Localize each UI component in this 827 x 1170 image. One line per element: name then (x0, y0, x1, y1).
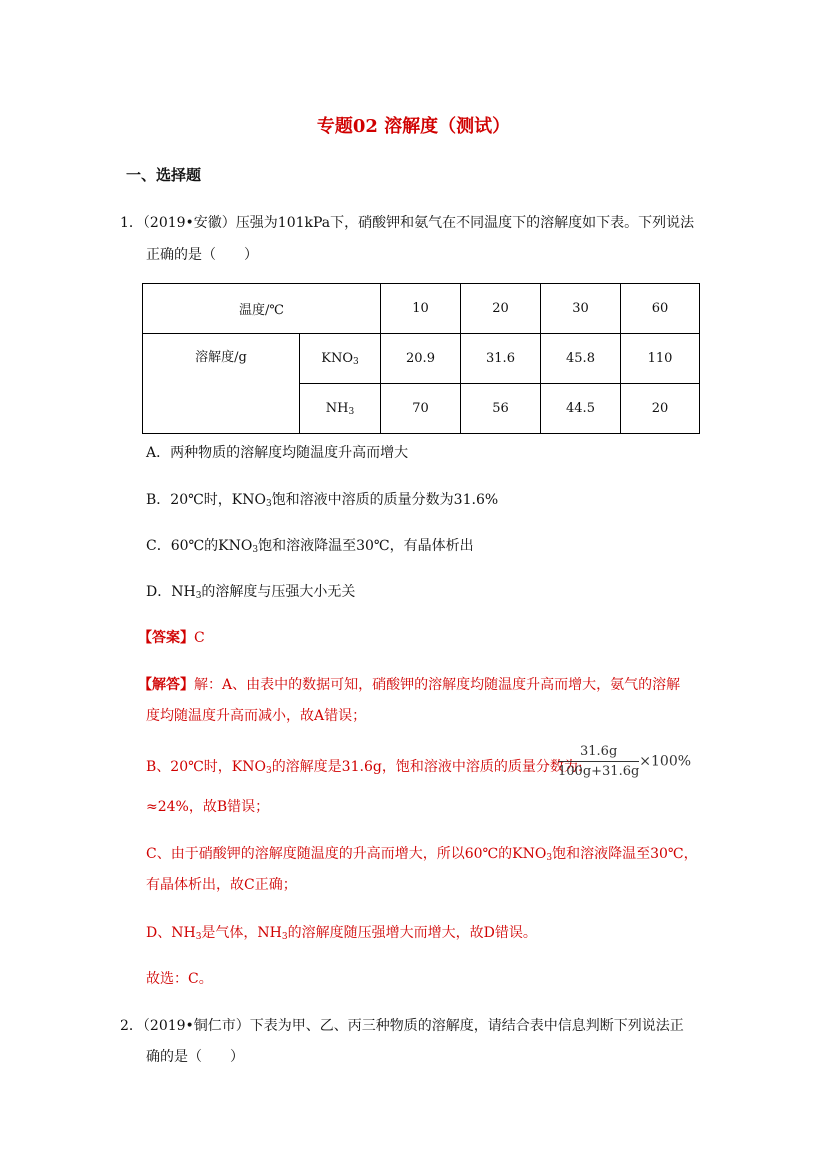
fraction-multiplier: ×100% (639, 753, 692, 770)
table-cell: 20.9 (381, 334, 461, 384)
page-title: 专题02 溶解度（测试） (316, 116, 511, 137)
explanation-c-line2: 有晶体析出，故C正确； (146, 877, 297, 893)
fraction (558, 744, 639, 779)
explanation-line2: 度均随温度升高而减小，故A错误； (146, 708, 367, 724)
solubility-table (142, 283, 700, 434)
final-choice: 故选：C。 (146, 971, 213, 987)
table-cell: 44.5 (541, 384, 621, 434)
fraction-numerator: 31.6g (558, 744, 639, 762)
table-cell: 45.8 (541, 334, 621, 384)
fraction-denominator: 100g+31.6g (558, 764, 640, 779)
table-cell: 31.6 (461, 334, 541, 384)
explanation-line1: 【解答】解：A、由表中的数据可知，硝酸钾的溶解度均随温度升高而增大，氨气的溶解 (138, 677, 681, 693)
temp-cell: 30 (541, 284, 621, 334)
question-1-stem-line1: 1．（2019•安徽）压强为101kPa下，硝酸钾和氨气在不同温度下的溶解度如下表。下列说法 (120, 215, 695, 231)
explanation-c: C、由于硝酸钾的溶解度随温度的升高而增大，所以60℃的$KNO_3$饱和溶液降温至30℃， (146, 846, 698, 863)
temp-cell: 10 (381, 284, 461, 334)
table-cell: 20 (621, 384, 700, 434)
explanation-b: B、20℃时，$KNO_3$的溶解度是31.6g，饱和溶液中溶质的质量分数为: (146, 759, 583, 776)
substance-nh3: $NH_3$ (300, 384, 381, 434)
table-cell: 56 (461, 384, 541, 434)
substance-kno3: $KNO_3$ (300, 334, 381, 384)
question-1-stem-line2: 正确的是（ ） (146, 247, 258, 263)
option-b: B．20℃时，$KNO_3$饱和溶液中溶质的质量分数为31.6% (146, 492, 499, 509)
table-cell: 70 (381, 384, 461, 434)
option-c: C．60℃的$KNO_3$饱和溶液降温至30℃，有晶体析出 (146, 538, 474, 555)
fraction-expression (558, 744, 691, 779)
temperature-header: 温度/℃ (143, 284, 381, 334)
option-d: D．$NH_3$的溶解度与压强大小无关 (146, 584, 356, 601)
option-a: A．两种物质的溶解度均随温度升高而增大 (146, 445, 409, 461)
section-heading: 一、选择题 (126, 166, 202, 184)
question-2-stem-line1: 2．（2019•铜仁市）下表为甲、乙、丙三种物质的溶解度，请结合表中信息判断下列说法正 (120, 1018, 684, 1034)
explanation-b-line2: ≈24%，故B错误； (146, 799, 270, 815)
explanation-d: D、$NH_3$是气体，$NH_3$的溶解度随压强增大而增大，故D错误。 (146, 925, 537, 942)
temp-cell: 20 (461, 284, 541, 334)
temp-cell: 60 (621, 284, 700, 334)
table-cell: 110 (621, 334, 700, 384)
answer-line: 【答案】C (138, 630, 205, 646)
question-2-stem-line2: 确的是（ ） (146, 1049, 244, 1065)
solubility-header: 溶解度/g (143, 334, 300, 434)
